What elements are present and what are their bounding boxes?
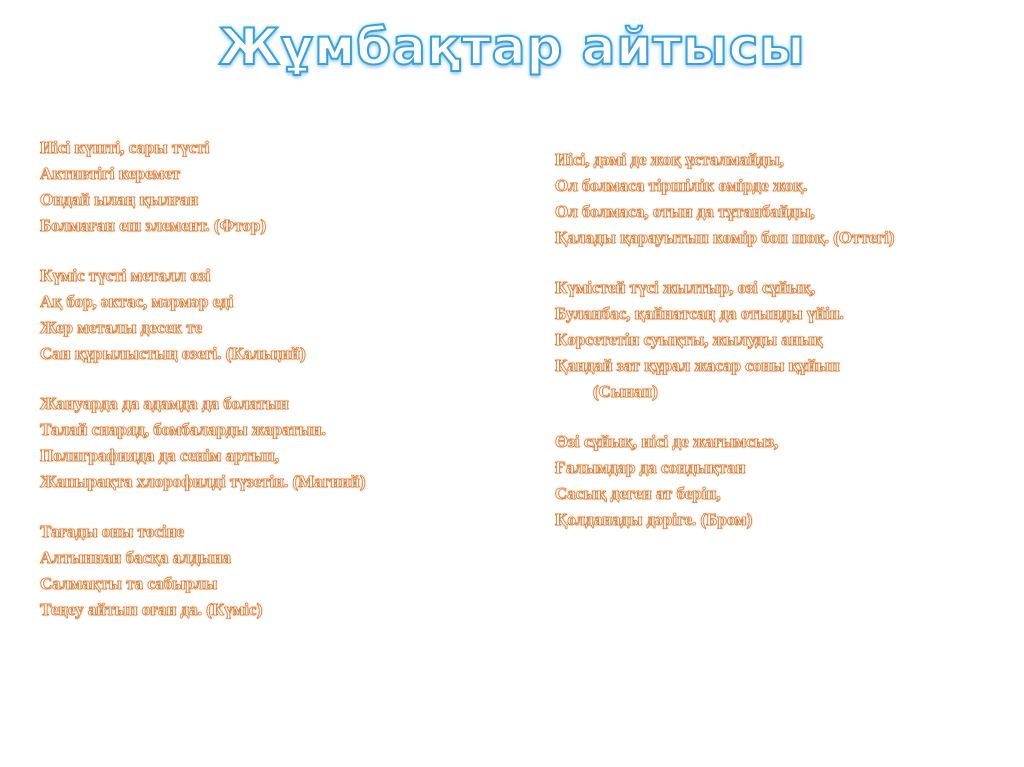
riddle-line: Теңеу айтып оған да. (Күміс) (40, 600, 263, 619)
riddle-line: Күміс түсті металл өзі (40, 266, 211, 285)
riddle-line: Ол болмаса, отын да тұтанбайды, (555, 202, 815, 221)
riddle-line: Полиграфияда да сенім артып, (40, 446, 280, 465)
riddle-line: Буланбас, қайнатсаң да отынды үйіп. (555, 304, 844, 323)
riddles-left-column (40, 135, 510, 623)
riddle-line: Болмаған еш элемент. (Фтор) (40, 216, 267, 235)
riddle-line: Көрсететін суықты, жылуды анық (555, 330, 823, 349)
riddle-line: Ол болмаса тіршілік өмірде жоқ. (555, 176, 808, 195)
riddle-line: Өзі сұйық, иісі де жағымсыз, (555, 432, 779, 451)
riddle-stanza (40, 263, 510, 367)
riddles-right-column (555, 147, 1024, 533)
riddle-line: Жапырақта хлорофилді түзетін. (Магний) (40, 472, 366, 491)
riddle-line: Қолданады дәріге. (Бром) (555, 510, 753, 529)
riddle-line: Қалады қарауытып көмір боп шоқ. (Оттегі) (555, 228, 895, 247)
riddle-stanza (40, 391, 510, 495)
riddle-line: Активтігі керемет (40, 164, 181, 183)
riddle-line: Ондай ылаң қылған (40, 190, 199, 209)
riddle-line: Ғалымдар да сондықтан (555, 458, 746, 477)
riddle-line: Күмістей түсі жылтыр, өзі сұйық, (555, 278, 816, 297)
riddle-stanza (555, 275, 1024, 405)
riddle-line: Алтыннан басқа алдына (40, 548, 232, 567)
riddle-line: Сан құрылыстың өзегі. (Кальций) (40, 344, 306, 363)
riddle-line: Иісі күшті, сары түсті (40, 138, 210, 157)
riddle-stanza (40, 519, 510, 623)
riddle-line: Жануарда да адамда да болатын (40, 394, 289, 413)
riddle-answer: (Сынап) (593, 382, 658, 401)
riddle-stanza (40, 135, 510, 239)
riddle-line: Салмақты та сабырлы (40, 574, 218, 593)
riddle-stanza (555, 147, 1024, 251)
riddle-line: Талай снаряд, бомбаларды жаратын. (40, 420, 326, 439)
riddle-line: Сасық деген ат беріп, (555, 484, 721, 503)
riddle-stanza (555, 429, 1024, 533)
riddle-line: Иісі, дәмі де жоқ ұсталмайды, (555, 150, 784, 169)
riddle-line: Ақ бор, әктас, мәрмәр еді (40, 292, 234, 311)
riddle-line: Қандай зат құрал жасар соны құйып (555, 356, 840, 375)
riddle-line: Тағады оны төсіне (40, 522, 185, 541)
page-title: Жұмбақтар айтысы (218, 18, 806, 76)
riddle-line: Жер металы десек те (40, 318, 203, 337)
